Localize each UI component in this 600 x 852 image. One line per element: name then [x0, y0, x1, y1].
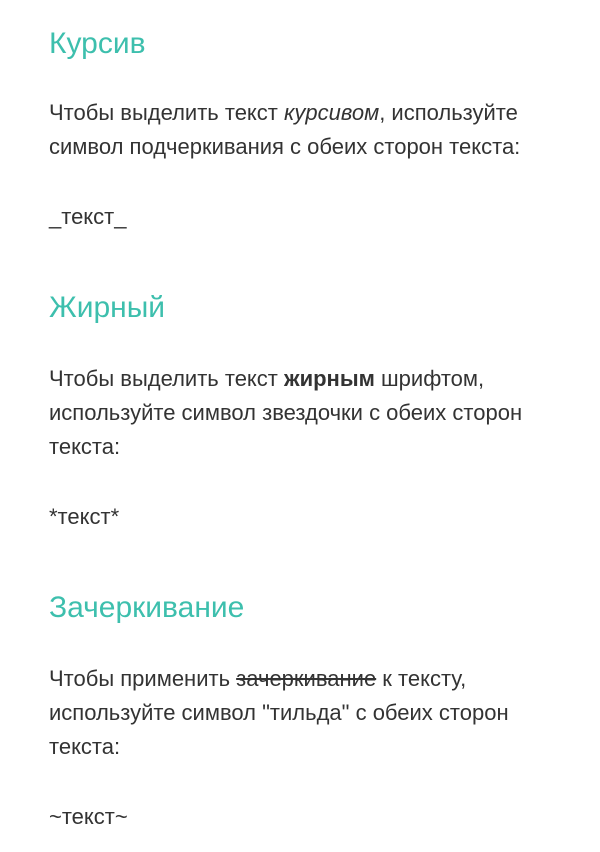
italic-sample-text: курсивом: [284, 100, 380, 125]
description-text: к тексту, используйте символ "тильда" с обеих сторон текста:: [49, 666, 509, 759]
section-italic-description: [49, 96, 579, 164]
strikethrough-sample-text: зачеркивание: [236, 666, 377, 691]
section-italic-heading: Курсив: [49, 27, 146, 60]
description-text: Чтобы выделить текст: [49, 366, 284, 391]
description-text: Чтобы применить: [49, 666, 237, 691]
description-text: Чтобы выделить текст: [49, 100, 284, 125]
section-italic-example: _текст_: [49, 204, 127, 229]
section-bold-example: *текст*: [49, 504, 120, 529]
bold-sample-text: жирным: [284, 366, 375, 391]
section-bold-description: [49, 362, 579, 464]
section-strikethrough-example: ~текст~: [49, 804, 128, 829]
section-strikethrough-heading: Зачеркивание: [49, 591, 245, 624]
section-bold-heading: Жирный: [49, 291, 166, 324]
section-strikethrough-description: [49, 662, 579, 764]
description-text: шрифтом, используйте символ звездочки с обеих сторон текста:: [49, 366, 523, 459]
description-text: , используйте символ подчеркивания с обеих сторон текста:: [49, 100, 521, 159]
